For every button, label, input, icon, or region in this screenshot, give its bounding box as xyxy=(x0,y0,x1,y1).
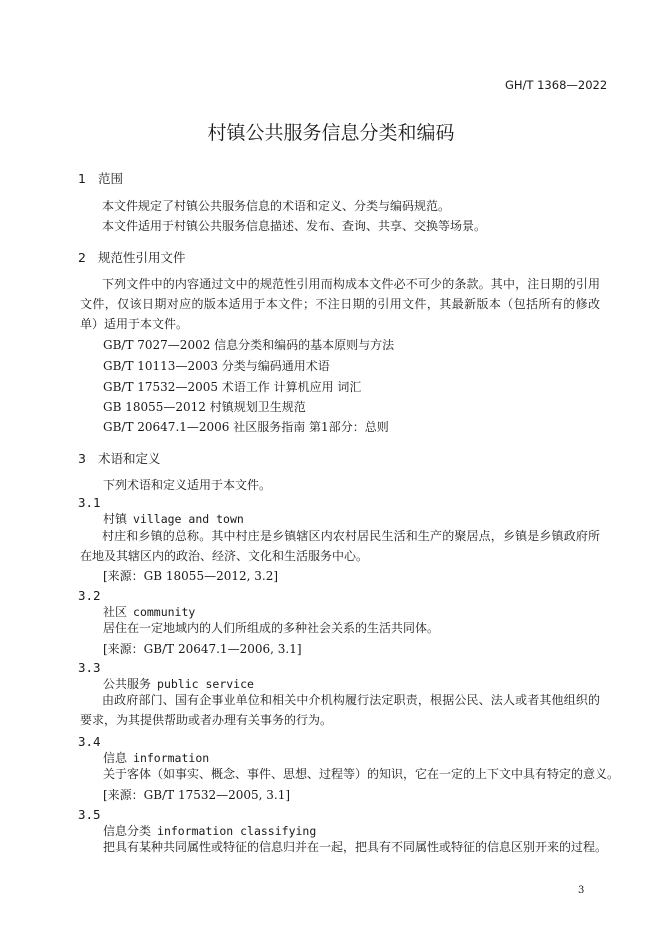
term-number: 3.3 xyxy=(78,660,101,675)
standard-code: GH/T 1368—2022 xyxy=(505,78,608,92)
term-source: [来源：GB 18055—2012, 3.2] xyxy=(103,569,279,583)
term-definition: 把具有某种共同属性或特征的信息归并在一起，把具有不同属性或特征的信息区别开来的过程。 xyxy=(103,840,608,854)
term-name: 公共服务 public service xyxy=(103,677,254,691)
reference-item: GB/T 10113—2003 分类与编码通用术语 xyxy=(103,359,330,373)
scope-paragraph-1: 本文件规定了村镇公共服务信息的术语和定义、分类与编码规范。 xyxy=(102,199,451,213)
term-name: 村镇 village and town xyxy=(103,512,244,526)
term-definition: 居住在一定地域内的人们所组成的多种社会关系的生活共同体。 xyxy=(103,621,440,635)
term-number: 3.2 xyxy=(78,588,101,603)
page-number: 3 xyxy=(578,885,585,896)
normative-references-intro: 下列文件中的内容通过文中的规范性引用而构成本文件必不可少的条款。其中，注日期的引用文件，仅该日期对应的版本适用于本文件；不注日期的引用文件，其最新版本（包括所有的修改单）适用于本文件。 xyxy=(80,277,600,331)
reference-item: GB/T 20647.1—2006 社区服务指南 第1部分：总则 xyxy=(103,420,389,434)
section-heading-terms: 3 术语和定义 xyxy=(78,451,161,466)
term-number: 3.4 xyxy=(78,734,101,749)
term-name: 社区 community xyxy=(103,605,196,619)
reference-item: GB 18055—2012 村镇规划卫生规范 xyxy=(103,400,306,414)
section-heading-scope: 1 范围 xyxy=(78,171,124,186)
scope-paragraph-2: 本文件适用于村镇公共服务信息描述、发布、查询、共享、交换等场景。 xyxy=(102,219,487,233)
term-number: 3.1 xyxy=(78,495,101,510)
reference-item: GB/T 17532—2005 术语工作 计算机应用 词汇 xyxy=(103,380,362,394)
reference-item: GB/T 7027—2002 信息分类和编码的基本原则与方法 xyxy=(103,338,395,352)
term-number: 3.5 xyxy=(78,807,101,822)
term-name: 信息 information xyxy=(103,751,210,765)
term-source: [来源：GB/T 20647.1—2006, 3.1] xyxy=(103,642,302,656)
term-name: 信息分类 information classifying xyxy=(103,824,317,838)
terms-intro: 下列术语和定义适用于本文件。 xyxy=(103,478,272,492)
term-definition: 村庄和乡镇的总称。其中村庄是乡镇辖区内农村居民生活和生产的聚居点，乡镇是乡镇政府所在地及其辖区内的政治、经济、文化和生活服务中心。 xyxy=(80,529,600,563)
document-title: 村镇公共服务信息分类和编码 xyxy=(207,122,455,144)
term-definition: 由政府部门、国有企事业单位和相关中介机构履行法定职责，根据公民、法人或者其他组织的要求，为其提供帮助或者办理有关事务的行为。 xyxy=(80,693,600,727)
section-heading-normative-references: 2 规范性引用文件 xyxy=(78,250,186,265)
term-definition: 关于客体（如事实、概念、事件、思想、过程等）的知识，它在一定的上下文中具有特定的意义。 xyxy=(103,767,620,781)
term-source: [来源：GB/T 17532—2005, 3.1] xyxy=(103,788,291,802)
